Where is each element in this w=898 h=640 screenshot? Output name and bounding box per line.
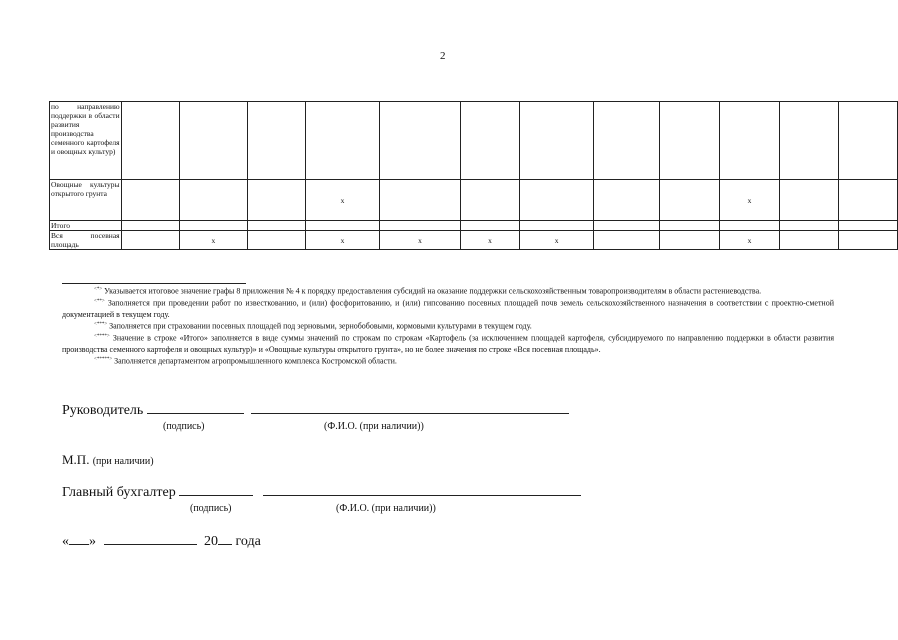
head-sign-field[interactable] [147,413,244,414]
row-label: Итого [50,221,122,231]
footnote [62,355,834,367]
table-cell [594,180,660,221]
table-row [50,221,898,231]
footnotes [62,285,834,367]
table-cell: x [179,231,247,250]
year-suffix: года [235,534,261,549]
footnote-text: Заполняется департаментом агропромышленного комплекса Костромской области. [114,356,397,366]
accountant-name-field[interactable] [263,495,581,496]
table-cell: x [520,231,594,250]
footnote-text: Значение в строке «Итого» заполняется в виде суммы значений по строкам по строкам «Картофель (за исключением площадей картофеля, субсидируемого по направлению поддержки в области развития производства семенного картофеля и овощных культур)» и «Овощные культуры открытого грунта», но не более значения по строке «Вся посевная площадь». [62,334,835,354]
table-cell [594,221,660,231]
table-cell [660,221,720,231]
accountant-label: Главный бухгалтер [62,485,176,500]
table-cell [380,102,461,180]
page-number: 2 [440,50,446,62]
table-cell [779,102,838,180]
head-name-field[interactable] [251,413,569,414]
table-cell [247,102,305,180]
table-cell [838,231,897,250]
table-cell [306,221,380,231]
footnote [62,297,834,320]
seal-note: (при наличии) [92,456,154,467]
footnote-divider [62,283,246,284]
table-cell: x [720,180,779,221]
table-cell [838,102,897,180]
accountant-name-caption: (Ф.И.О. (при наличии)) [336,503,436,514]
table-row [50,231,898,250]
table-cell: x [460,231,519,250]
table-cell [779,231,838,250]
year-field[interactable] [218,544,232,545]
table-cell: x [306,180,380,221]
table-cell [460,221,519,231]
table-cell [660,180,720,221]
table-cell [460,180,519,221]
row-label: Овощные культуры открытого грунта [50,180,122,221]
table-cell [660,102,720,180]
footnote-mark: <*> [94,287,103,292]
table-cell [121,180,179,221]
footnote [62,285,834,297]
year-prefix: 20 [204,534,218,549]
footnote-text: Заполняется при проведении работ по известкованию, и (или) фосфоритованию, и (или) гипсованию посевных площадей почв земель сельскохозяйственного назначения в соответствии с проектно-сметной документацией в текущем году. [62,298,834,319]
table-cell: x [720,231,779,250]
day-field[interactable] [69,544,89,545]
table-cell [179,102,247,180]
table-cell [720,221,779,231]
footnote-mark: <*****> [94,357,113,363]
head-sign-caption: (подпись) [163,421,205,432]
table-row [50,102,898,180]
footnote-text: Заполняется при страховании посевных площадей под зерновыми, зернобобовыми, кормовыми культурами в текущем году. [109,321,532,331]
footnote-mark: <**> [94,299,105,305]
data-table [49,101,898,250]
footnote [62,320,834,332]
table-cell: x [380,231,461,250]
date-open-quote: « [62,534,69,549]
row-label: Вся посевная площадь [51,231,120,249]
table-cell [779,180,838,221]
table-cell [121,102,179,180]
footnote-mark: <***> [94,322,108,328]
footnote [62,332,834,355]
head-label: Руководитель [62,403,144,418]
table-cell [121,231,179,250]
table-cell [720,102,779,180]
table-cell [306,102,380,180]
month-field[interactable] [104,544,197,545]
table-cell [380,180,461,221]
table-cell [594,102,660,180]
footnote-mark: <****> [94,334,110,340]
table-cell [838,221,897,231]
seal-place [62,452,154,468]
table-cell [520,221,594,231]
table-cell [520,180,594,221]
table-cell: x [306,231,380,250]
accountant-sign-caption: (подпись) [190,503,232,514]
head-name-caption: (Ф.И.О. (при наличии)) [324,421,424,432]
date-close-quote: » [89,534,96,549]
table-row [50,180,898,221]
table-cell [247,231,305,250]
table-cell [247,180,305,221]
table-cell [660,231,720,250]
head-signature-line [62,403,569,419]
table-cell [779,221,838,231]
table-cell [179,180,247,221]
table-cell [838,180,897,221]
table-cell [121,221,179,231]
accountant-sign-field[interactable] [179,495,253,496]
table-cell [179,221,247,231]
row-label: по направлению поддержки в области развития производства семенного картофеля и овощных культур) [50,102,122,180]
table-cell [520,102,594,180]
table-cell [594,231,660,250]
seal-label: М.П. [62,452,90,467]
footnote-text: Указывается итоговое значение графы 8 приложения № 4 к порядку предоставления субсидий на оказание поддержки сельскохозяйственным товаропроизводителям в области растениеводства. [104,286,762,296]
date-line [62,534,261,550]
table-cell [247,221,305,231]
accountant-signature-line [62,485,581,501]
table-cell [380,221,461,231]
table-cell [460,102,519,180]
